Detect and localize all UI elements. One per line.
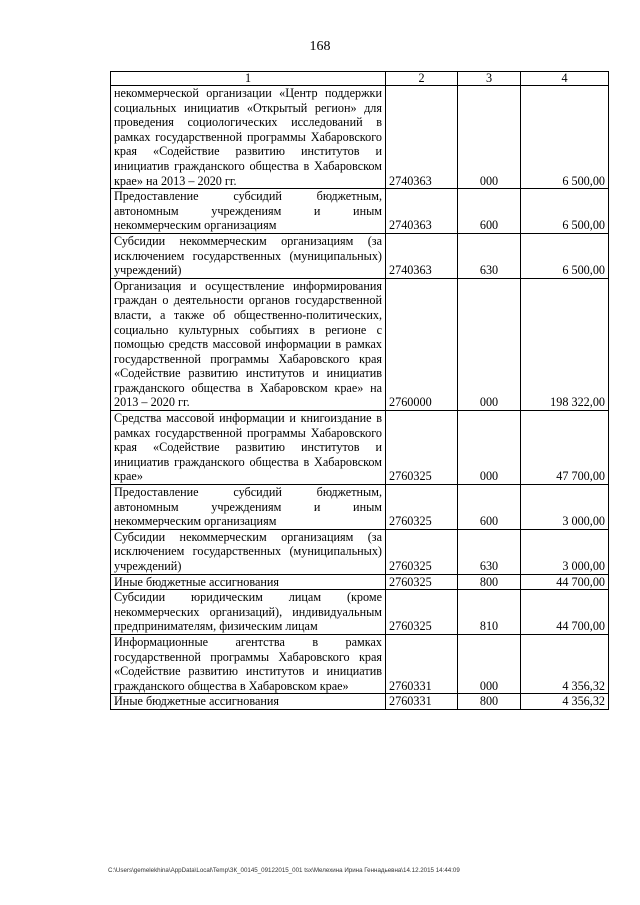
row-code: 2760331 [386,634,458,693]
table-row [111,694,609,710]
row-type: 000 [458,86,521,189]
row-type: 600 [458,485,521,530]
row-type: 630 [458,529,521,574]
row-amount: 6 500,00 [521,86,609,189]
row-type: 000 [458,411,521,485]
row-amount: 198 322,00 [521,278,609,410]
header-cell-2: 2 [386,72,458,86]
row-name: Иные бюджетные ассигнования [111,694,386,710]
row-code: 2760000 [386,278,458,410]
row-amount: 3 000,00 [521,485,609,530]
header-cell-4: 4 [521,72,609,86]
row-amount: 3 000,00 [521,529,609,574]
row-name: некоммерческой организации «Центр поддержки социальных инициатив «Открытый регион» для проведения социологических исследований в рамках государственной программы Хабаровского края «Содействие развитию институтов и инициатив гражданского общества в Хабаровском крае» на 2013 – 2020 гг. [111,86,386,189]
row-name: Организация и осуществление информирования граждан о деятельности органов государственной власти, а также об общественно-политических, социально культурных событиях в регионе с помощью средств массовой информации в рамках государственной программы Хабаровского края «Содействие развитию институтов и инициатив гражданского общества в Хабаровском крае» на 2013 – 2020 гг. [111,278,386,410]
table-row [111,189,609,234]
row-type: 630 [458,233,521,278]
table-header-row [111,72,609,86]
row-amount: 6 500,00 [521,189,609,234]
row-name: Предоставление субсидий бюджетным, автономным учреждениям и иным некоммерческим организациям [111,485,386,530]
row-name: Субсидии юридическим лицам (кроме некоммерческих организаций), индивидуальным предпринимателям, физическим лицам [111,590,386,635]
row-name: Информационные агентства в рамках государственной программы Хабаровского края «Содействие развитию институтов и инициатив гражданского общества в Хабаровском крае» [111,634,386,693]
row-code: 2760331 [386,694,458,710]
row-type: 600 [458,189,521,234]
row-amount: 44 700,00 [521,590,609,635]
row-code: 2740363 [386,189,458,234]
row-type: 000 [458,634,521,693]
row-amount: 47 700,00 [521,411,609,485]
row-name: Средства массовой информации и книгоиздание в рамках государственной программы Хабаровского края «Содействие развитию институтов и инициатив гражданского общества в Хабаровском крае» [111,411,386,485]
table-row [111,634,609,693]
row-type: 800 [458,574,521,590]
table-row [111,590,609,635]
row-amount: 44 700,00 [521,574,609,590]
row-code: 2740363 [386,86,458,189]
header-cell-1: 1 [111,72,386,86]
budget-table [110,71,609,710]
row-amount: 4 356,32 [521,634,609,693]
table-row [111,278,609,410]
row-code: 2760325 [386,529,458,574]
table-row [111,233,609,278]
table-row [111,485,609,530]
table-row [111,529,609,574]
row-code: 2760325 [386,574,458,590]
table-row [111,411,609,485]
page-number: 168 [309,39,331,54]
table-row [111,86,609,189]
header-cell-3: 3 [458,72,521,86]
row-name: Субсидии некоммерческим организациям (за исключением государственных (муниципальных) учреждений) [111,233,386,278]
row-name: Предоставление субсидий бюджетным, автономным учреждениям и иным некоммерческим организациям [111,189,386,234]
row-amount: 4 356,32 [521,694,609,710]
row-code: 2760325 [386,590,458,635]
row-code: 2760325 [386,485,458,530]
row-name: Иные бюджетные ассигнования [111,574,386,590]
row-amount: 6 500,00 [521,233,609,278]
row-type: 810 [458,590,521,635]
row-type: 800 [458,694,521,710]
row-type: 000 [458,278,521,410]
row-code: 2740363 [386,233,458,278]
row-code: 2760325 [386,411,458,485]
table-row [111,574,609,590]
row-name: Субсидии некоммерческим организациям (за исключением государственных (муниципальных) учреждений) [111,529,386,574]
footer-file-path: C:\Users\gemelekhina\AppData\Local\Temp\ЗК_00145_09122015_001 tsx\Мелехина Ирина Геннадьевна\14.12.2015 14:44:09 [108,867,460,874]
